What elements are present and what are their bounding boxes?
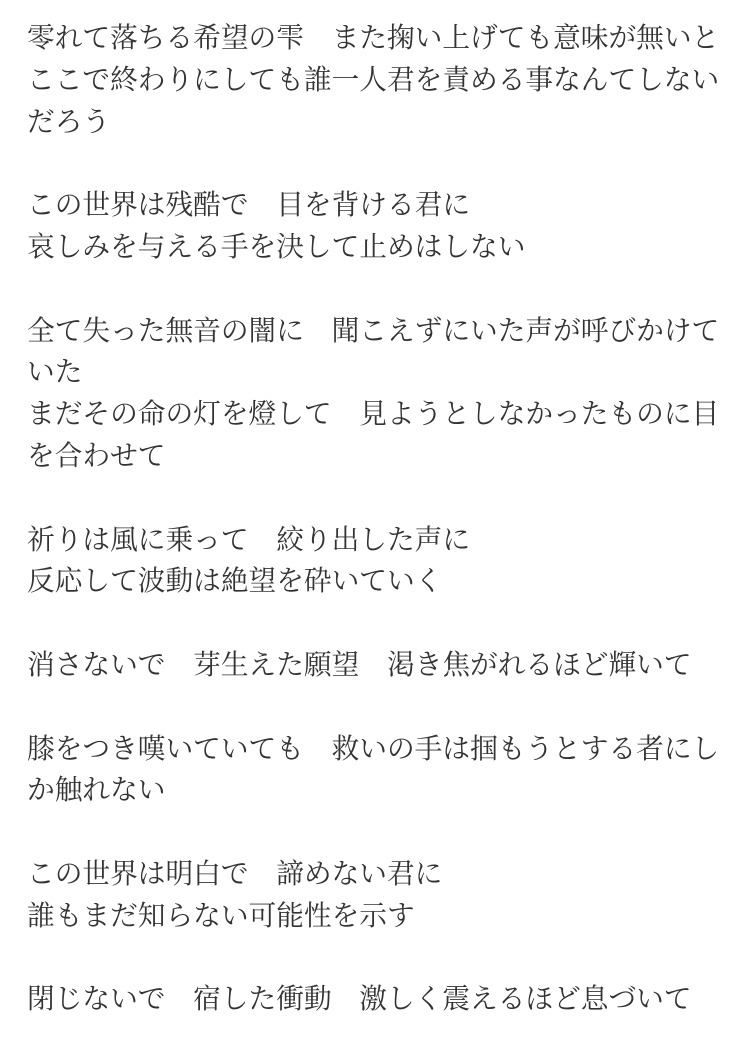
lyric-line: まだその命の灯を燈して 見ようとしなかったものに目を合わせて [27, 398, 720, 471]
lyric-line: 哀しみを与える手を決して止めはしない [27, 230, 526, 262]
lyric-stanza [27, 519, 721, 603]
lyric-line: 反応して波動は絶望を砕いていく [27, 565, 443, 597]
lyric-line: 誰もまだ知らない可能性を示す [27, 899, 415, 931]
lyric-line: 祈りは風に乗って 絞り出した声に [27, 523, 471, 555]
lyric-line: 膝をつき嘆いていても 救いの手は掴もうとする者にしか触れない [27, 732, 720, 806]
lyric-stanza [27, 853, 721, 937]
lyric-stanza [27, 17, 721, 142]
lyric-line: 消さないで 芽生えた願望 渇き焦がれるほど輝いて [27, 648, 692, 680]
lyric-stanza [27, 728, 721, 812]
lyric-line: 零れて落ちる希望の雫 また掬い上げても意味が無いと [27, 22, 720, 53]
lyric-line: 全て失った無音の闇に 聞こえずにいた声が呼びかけていた [27, 314, 720, 388]
lyric-stanza [27, 978, 721, 1020]
lyric-line: この世界は残酷で 目を背ける君に [27, 189, 471, 221]
lyric-line: ここで終わりにしても誰一人君を責める事なんてしないだろう [27, 63, 720, 137]
lyric-stanza [27, 184, 721, 268]
lyric-line: 閉じないで 宿した衝動 激しく震えるほど息づいて [27, 983, 692, 1015]
lyric-stanza [27, 644, 721, 686]
lyric-stanza [27, 310, 721, 477]
lyric-line: この世界は明白で 諦めない君に [27, 857, 443, 889]
